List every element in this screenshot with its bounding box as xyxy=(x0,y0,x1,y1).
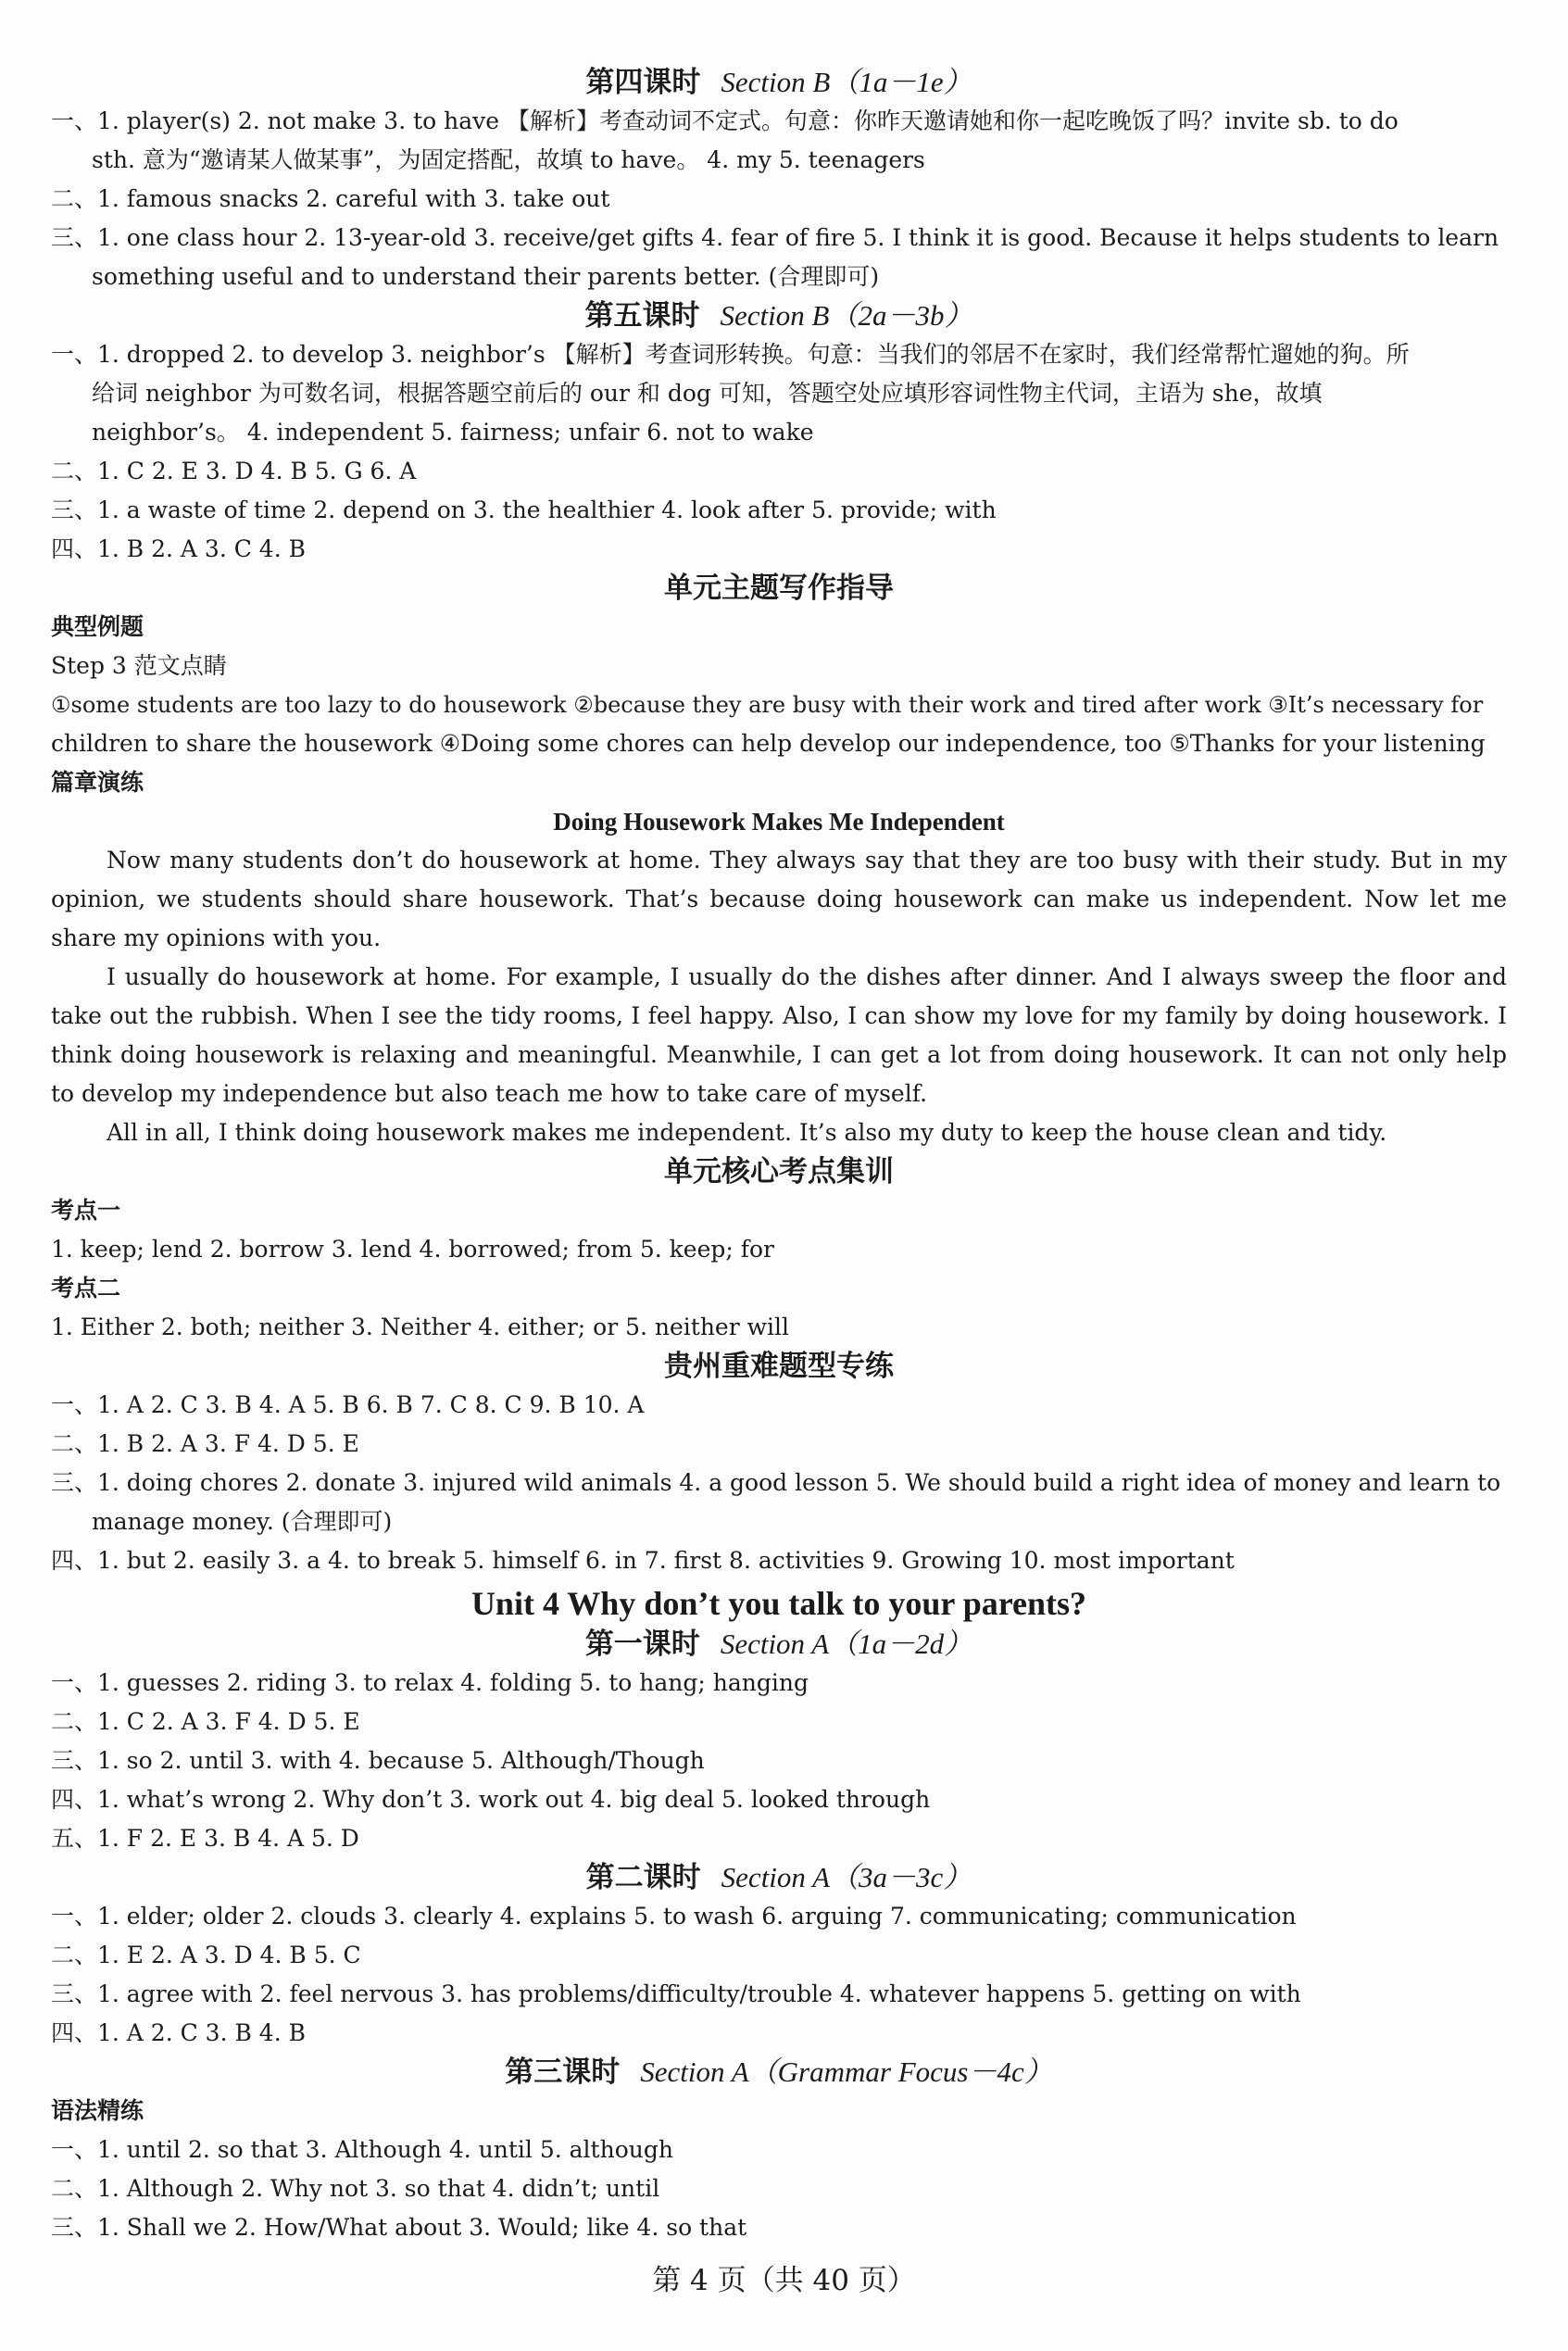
lesson-title xyxy=(51,63,1507,102)
answer-line: something useful and to understand their parents better. (合理即可) xyxy=(92,263,880,290)
lesson-title-cn: 第五课时 xyxy=(584,299,700,333)
lesson-title-en: Section A（Grammar Focus－4c） xyxy=(640,2056,1053,2088)
subsection-label: 典型例题 xyxy=(51,613,144,640)
answer-line: 二、1. Although 2. Why not 3. so that 4. didn’t; until xyxy=(51,2175,660,2202)
answer-line: children to share the housework ④Doing some chores can help develop our independence, too ⑤Thanks for your listening xyxy=(51,730,1486,757)
lesson-title-cn: 第二课时 xyxy=(585,1861,701,1894)
answer-line: 一、1. dropped 2. to develop 3. neighbor’s 【解析】考查词形转换。句意：当我们的邻居不在家时，我们经常帮忙遛她的狗。所 xyxy=(51,341,1410,368)
essay-paragraph: Now many students don’t do housework at home. They always say that they are too busy with their study. But in my opinion, we students should share housework. That’s because doing housework can make us independent. Now let me share my opinions with you. xyxy=(51,847,1507,951)
answer-line: 三、1. one class hour 2. 13-year-old 3. receive/get gifts 4. fear of fire 5. I think it is good. Because it helps students to learn xyxy=(51,224,1499,251)
answer-line: 四、1. but 2. easily 3. a 4. to break 5. himself 6. in 7. first 8. activities 9. Growing 10. most important xyxy=(51,1547,1235,1574)
answer-line: 一、1. A 2. C 3. B 4. A 5. B 6. B 7. C 8. C 9. B 10. A xyxy=(51,1391,645,1418)
essay-paragraph: All in all, I think doing housework makes me independent. It’s also my duty to keep the house clean and tidy. xyxy=(107,1119,1387,1146)
answer-line: 一、1. until 2. so that 3. Although 4. until 5. although xyxy=(51,2136,673,2163)
answer-line: 一、1. elder; older 2. clouds 3. clearly 4. explains 5. to wash 6. arguing 7. communicating; communication xyxy=(51,1903,1297,1930)
answer-line: 三、1. so 2. until 3. with 4. because 5. Although/Though xyxy=(51,1747,705,1774)
answer-line: 五、1. F 2. E 3. B 4. A 5. D xyxy=(51,1825,359,1852)
answer-line: manage money. (合理即可) xyxy=(92,1508,393,1535)
answer-line: 二、1. B 2. A 3. F 4. D 5. E xyxy=(51,1430,359,1457)
page-number: 第 4 页（共 40 页） xyxy=(652,2264,916,2297)
lesson-title xyxy=(51,296,1507,335)
answer-line: 二、1. C 2. E 3. D 4. B 5. G 6. A xyxy=(51,458,417,484)
lesson-title-en: Section B（2a－3b） xyxy=(720,299,973,332)
lesson-title xyxy=(51,1625,1507,1664)
lesson-title-en: Section A（1a－2d） xyxy=(720,1628,973,1660)
answer-line: neighbor’s。 4. independent 5. fairness; unfair 6. not to wake xyxy=(92,419,814,446)
answer-line: 四、1. what’s wrong 2. Why don’t 3. work out 4. big deal 5. looked through xyxy=(51,1786,931,1813)
answer-line: 一、1. guesses 2. riding 3. to relax 4. folding 5. to hang; hanging xyxy=(51,1669,809,1696)
section-title: 贵州重难题型专练 xyxy=(664,1350,894,1383)
essay-title: Doing Housework Makes Me Independent xyxy=(553,808,1005,836)
answer-line: 四、1. B 2. A 3. C 4. B xyxy=(51,535,306,562)
step-label: Step 3 范文点睛 xyxy=(51,652,227,679)
answer-line: 三、1. a waste of time 2. depend on 3. the healthier 4. look after 5. provide; with xyxy=(51,497,997,523)
answer-line: 四、1. A 2. C 3. B 4. B xyxy=(51,2019,306,2046)
answer-line: 三、1. Shall we 2. How/What about 3. Would; like 4. so that xyxy=(51,2214,747,2241)
lesson-title-cn: 第四课时 xyxy=(585,66,701,99)
answer-line: 给词 neighbor 为可数名词，根据答题空前后的 our 和 dog 可知，答题空处应填形容词性物主代词，主语为 she，故填 xyxy=(92,380,1323,407)
subsection-label: 考点一 xyxy=(51,1197,121,1224)
lesson-title-en: Section B（1a－1e） xyxy=(721,66,972,98)
subsection-label: 语法精练 xyxy=(51,2097,144,2124)
answer-line: 二、1. E 2. A 3. D 4. B 5. C xyxy=(51,1942,361,1968)
section-title: 单元主题写作指导 xyxy=(664,572,894,605)
answer-line: 二、1. famous snacks 2. careful with 3. take out xyxy=(51,185,610,212)
answer-line: 1. keep; lend 2. borrow 3. lend 4. borrowed; from 5. keep; for xyxy=(51,1236,774,1263)
answer-line: 三、1. doing chores 2. donate 3. injured wild animals 4. a good lesson 5. We should build a right idea of money and learn to xyxy=(51,1469,1501,1496)
answer-line: 1. Either 2. both; neither 3. Neither 4. either; or 5. neither will xyxy=(51,1314,790,1340)
essay-paragraph: I usually do housework at home. For example, I usually do the dishes after dinner. And I always sweep the floor and take out the rubbish. When I see the tidy rooms, I feel happy. Also, I can show my love for my family by doing housework. I think doing housework is relaxing and meaningful. Meanwhile, I can get a lot from doing housework. It can not only help to develop my independence but also teach me how to take care of myself. xyxy=(51,963,1507,1107)
content-column xyxy=(51,63,1507,2247)
lesson-title xyxy=(51,2053,1507,2092)
answer-line: 三、1. agree with 2. feel nervous 3. has problems/difficulty/trouble 4. whatever happens 5. getting on with xyxy=(51,1980,1301,2007)
answer-line: 二、1. C 2. A 3. F 4. D 5. E xyxy=(51,1708,360,1735)
lesson-title-cn: 第一课时 xyxy=(584,1628,700,1661)
lesson-title-en: Section A（3a－3c） xyxy=(721,1861,972,1893)
subsection-label: 篇章演练 xyxy=(51,769,144,796)
section-title: 单元核心考点集训 xyxy=(664,1155,894,1188)
lesson-title-cn: 第三课时 xyxy=(505,2056,621,2089)
answer-line: ①some students are too lazy to do housework ②because they are busy with their work and tired after work ③It’s necessary for xyxy=(51,692,1484,718)
answer-line: 一、1. player(s) 2. not make 3. to have 【解析】考查动词不定式。句意：你昨天邀请她和你一起吃晚饭了吗？invite sb. to do xyxy=(51,107,1399,134)
answer-line: sth. 意为“邀请某人做某事”，为固定搭配，故填 to have。 4. my 5. teenagers xyxy=(92,146,925,173)
lesson-title xyxy=(51,1858,1507,1897)
unit-title: Unit 4 Why don’t you talk to your parents? xyxy=(470,1585,1087,1622)
subsection-label: 考点二 xyxy=(51,1275,121,1301)
